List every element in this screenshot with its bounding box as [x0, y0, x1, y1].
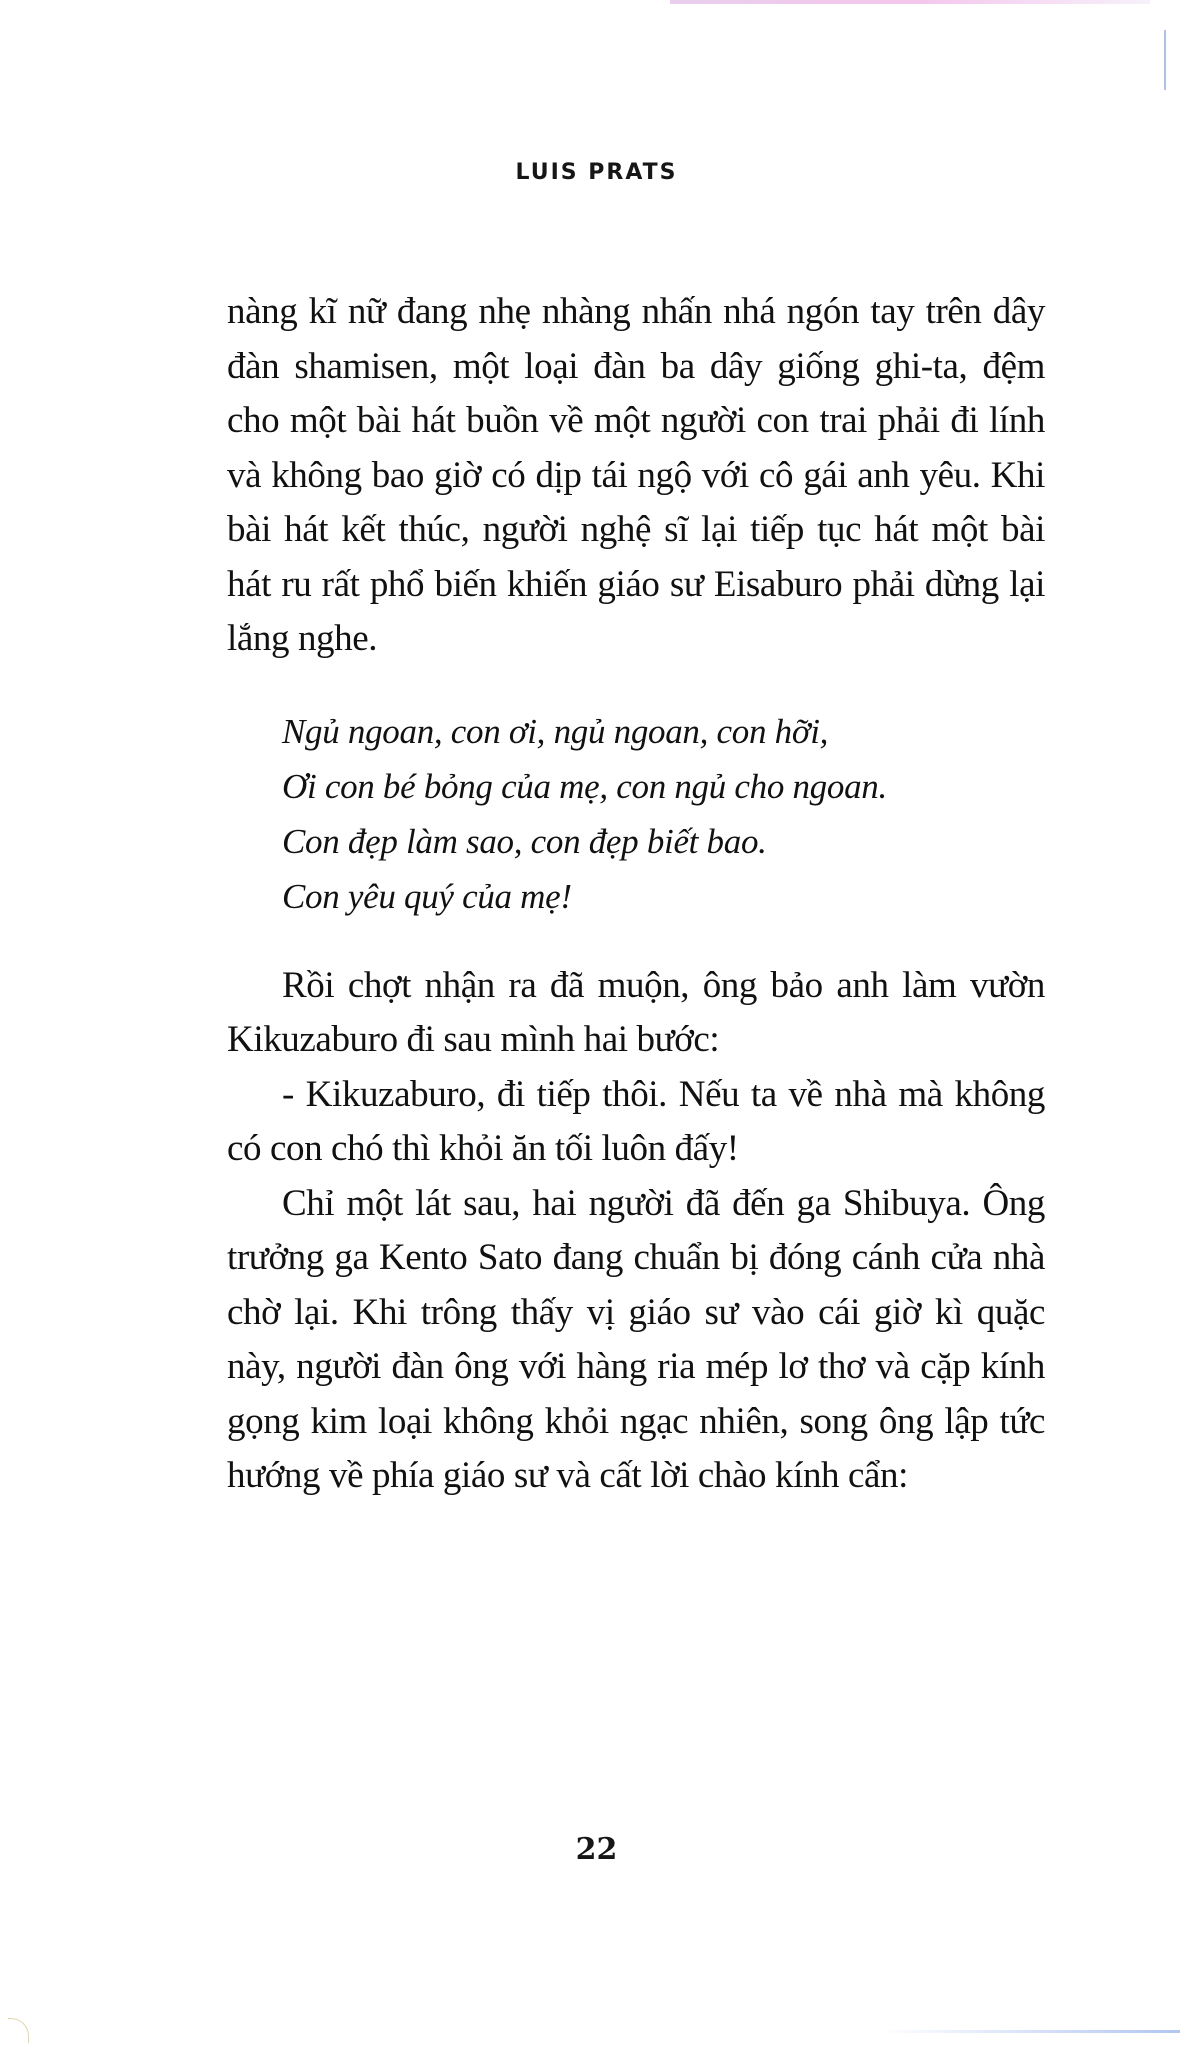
verse-line: Ơi con bé bỏng của mẹ, con ngủ cho ngoan.	[282, 766, 887, 806]
scan-artifact-corner	[8, 2018, 29, 2043]
scan-artifact-top-edge	[670, 0, 1150, 4]
paragraph: Chỉ một lát sau, hai người đã đến ga Shibuya. Ông trưởng ga Kento Sato đang chuẩn bị đóng cánh cửa nhà chờ lại. Khi trông thấy vị giáo sư vào cái giờ kì quặc này, người đàn ông với hàng ria mép lơ thơ và cặp kính gọng kim loại không khỏi ngạc nhiên, song ông lập tức hướng về phía giáo sư và cất lời chào kính cẩn:	[227, 1182, 1045, 1496]
lullaby-verse	[282, 704, 1045, 924]
page-number: 22	[575, 1832, 618, 1867]
verse-line: Con yêu quý của mẹ!	[282, 876, 572, 916]
dialogue-paragraph: - Kikuzaburo, đi tiếp thôi. Nếu ta về nhà mà không có con chó thì khỏi ăn tối luôn đấy!	[227, 1073, 1045, 1169]
scan-artifact-right-edge	[1164, 30, 1166, 90]
body-text	[227, 285, 1045, 1504]
verse-line: Ngủ ngoan, con ơi, ngủ ngoan, con hỡi,	[282, 711, 829, 751]
verse-line: Con đẹp làm sao, con đẹp biết bao.	[282, 821, 767, 861]
running-head-author: LUIS PRATS	[515, 160, 678, 185]
scan-artifact-bottom-edge	[880, 2030, 1180, 2033]
paragraph: Rồi chợt nhận ra đã muộn, ông bảo anh làm vườn Kikuzaburo đi sau mình hai bước:	[227, 964, 1045, 1060]
paragraph: nàng kĩ nữ đang nhẹ nhàng nhấn nhá ngón tay trên dây đàn shamisen, một loại đàn ba dây giống ghi-ta, đệm cho một bài hát buồn về một người con trai phải đi lính và không bao giờ có dịp tái ngộ với cô gái anh yêu. Khi bài hát kết thúc, người nghệ sĩ lại tiếp tục hát một bài hát ru rất phổ biến khiến giáo sư Eisaburo phải dừng lại lắng nghe.	[227, 291, 1045, 659]
